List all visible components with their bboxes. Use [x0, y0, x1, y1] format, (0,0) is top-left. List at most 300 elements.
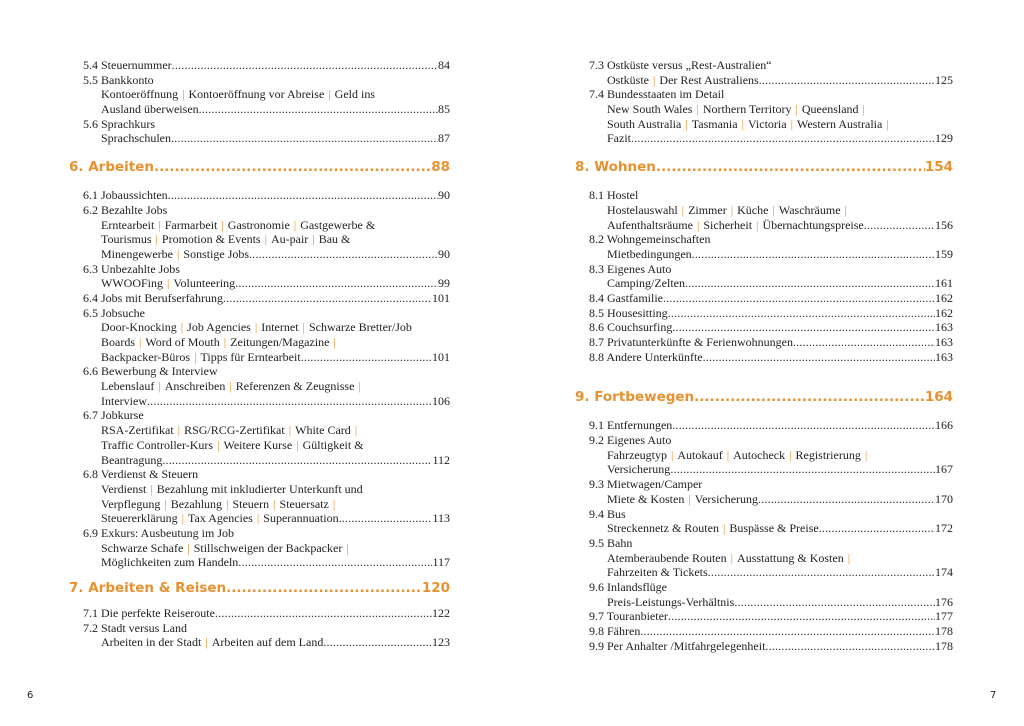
leader-dots — [663, 291, 935, 306]
leader-dots — [765, 639, 935, 654]
toc-entry-title: 6.6 Bewerbung & Interview — [83, 364, 218, 379]
toc-page-number: 101 — [432, 349, 450, 364]
spacer — [83, 570, 450, 579]
toc-page-number: 178 — [935, 624, 953, 638]
separator-bar: | — [696, 102, 699, 117]
separator-bar: | — [844, 202, 847, 217]
separator-bar: | — [696, 217, 700, 232]
toc-section-entry[interactable] — [589, 639, 953, 654]
toc-subtopics[interactable] — [83, 541, 450, 556]
toc-topic: Word of Mouth — [145, 335, 220, 349]
toc-entry-title: 8.7 Privatunterkünfte & Ferienwohnungen — [589, 335, 793, 349]
toc-subtopics[interactable] — [589, 462, 953, 477]
toc-section-entry[interactable] — [589, 477, 953, 492]
separator-bar: | — [730, 550, 734, 565]
leader-dots — [656, 158, 925, 176]
separator-bar: | — [167, 276, 170, 291]
toc-subtopics[interactable] — [589, 203, 953, 218]
toc-topic: Volunteering — [173, 276, 236, 291]
toc-topic: RSA-Zertifikat — [101, 423, 174, 438]
toc-page-number: 166 — [935, 418, 953, 433]
toc-topic: Aufenthaltsräume — [607, 217, 693, 232]
toc-entry-title: 7.3 Ostküste versus „Rest-Australien“ — [589, 58, 772, 72]
leader-dots — [172, 58, 438, 73]
page-number-left: 6 — [27, 690, 34, 701]
toc-topic: Tourismus — [101, 232, 152, 247]
toc-page-number: 176 — [935, 594, 953, 609]
toc-subtopics[interactable] — [589, 448, 953, 463]
toc-topic: Kontoeröffnung vor Abreise — [188, 87, 325, 102]
toc-section-entry[interactable] — [589, 291, 953, 306]
separator-bar: | — [221, 217, 224, 232]
toc-topic: Streckennetz & Routen — [607, 521, 719, 536]
toc-page-number: 162 — [935, 290, 953, 305]
toc-entry-title: 8.6 Couchsurfing — [589, 320, 673, 335]
separator-bar: | — [354, 423, 358, 438]
toc-topic: Ausstattung & Kosten — [737, 550, 844, 565]
spacer — [589, 406, 953, 418]
toc-entry-topics — [101, 511, 339, 526]
toc-topic: Gastgewerbe & — [300, 217, 376, 232]
toc-topic: Farmarbeit — [164, 217, 218, 232]
toc-page-number: 113 — [432, 511, 450, 526]
toc-topic: Door-Knocking — [101, 320, 177, 335]
toc-topic: Schwarze Schafe — [101, 540, 184, 555]
toc-page-number: 99 — [438, 276, 450, 291]
separator-bar: | — [795, 102, 798, 117]
toc-subtopics[interactable] — [589, 131, 953, 146]
leader-dots — [339, 511, 433, 526]
toc-section-entry[interactable] — [589, 335, 953, 350]
leader-dots — [864, 218, 935, 233]
toc-section-entry[interactable] — [589, 87, 953, 102]
toc-topic: Zimmer — [688, 202, 727, 217]
toc-entry-title: 5.5 Bankkonto — [83, 72, 154, 87]
toc-entry-title: 6. Arbeiten — [69, 159, 154, 176]
toc-entry-topics — [101, 438, 364, 453]
toc-section-entry[interactable] — [589, 624, 953, 639]
separator-bar: | — [670, 447, 674, 462]
separator-bar: | — [226, 496, 229, 511]
separator-bar: | — [653, 72, 656, 87]
toc-entry-title: 8. Wohnen — [575, 159, 656, 176]
toc-entry-title: 9.8 Fähren — [589, 624, 641, 638]
leader-dots — [154, 158, 431, 176]
toc-subtopics[interactable] — [83, 379, 450, 394]
toc-topic: Arbeiten in der Stadt — [101, 635, 202, 650]
toc-entry-title: 6.3 Unbezahlte Jobs — [83, 261, 180, 276]
toc-section-entry[interactable] — [83, 467, 450, 482]
leader-dots — [708, 565, 935, 580]
toc-page-number: 178 — [935, 638, 953, 653]
spacer — [589, 146, 953, 158]
toc-subtopics[interactable] — [83, 320, 450, 335]
toc-section-entry[interactable] — [589, 320, 953, 335]
separator-bar: | — [864, 447, 868, 462]
toc-topic: Geld ins — [334, 87, 376, 102]
toc-page-number: 123 — [432, 635, 450, 650]
toc-topic: Internet — [261, 320, 299, 335]
toc-entry-topics — [101, 635, 323, 650]
toc-subtopics[interactable] — [589, 595, 953, 610]
toc-subtopics[interactable] — [83, 102, 450, 117]
leader-dots — [685, 276, 935, 291]
toc-entry-title: 6.1 Jobaussichten — [83, 188, 168, 203]
toc-chapter-heading[interactable] — [575, 158, 953, 176]
toc-entry-title: 8.8 Andere Unterkünfte — [589, 349, 703, 364]
toc-subtopics[interactable] — [589, 565, 953, 580]
toc-topic: Lebenslauf — [101, 379, 155, 394]
toc-topic: Waschräume — [778, 202, 841, 217]
toc-subtopics[interactable] — [589, 551, 953, 566]
toc-entry-title: Mietbedingungen — [607, 246, 692, 261]
separator-bar: | — [155, 232, 158, 247]
leader-dots — [238, 555, 432, 570]
separator-bar: | — [296, 437, 299, 452]
toc-topic: Traffic Controller-Kurs — [101, 437, 214, 452]
toc-topic: Autocheck — [733, 447, 786, 462]
toc-section-entry[interactable] — [589, 418, 953, 433]
toc-page-number: 88 — [431, 159, 450, 176]
toc-section-entry[interactable] — [589, 536, 953, 551]
toc-entry-title: Sprachschulen — [101, 131, 171, 146]
separator-bar: | — [158, 217, 161, 232]
toc-entry-title: Möglichkeiten zum Handeln — [101, 555, 239, 570]
toc-topic: Steuern — [232, 496, 270, 511]
toc-section-entry[interactable] — [83, 408, 450, 423]
toc-section-entry[interactable] — [83, 117, 450, 132]
separator-bar: | — [685, 116, 688, 131]
toc-topic: Boards — [101, 335, 135, 349]
leader-dots — [301, 350, 432, 365]
toc-entry-title: Fazit — [607, 131, 631, 146]
toc-subtopics[interactable] — [83, 87, 450, 102]
toc-entry-title: 9.6 Inlandsflüge — [589, 579, 667, 594]
toc-subtopics[interactable] — [589, 102, 953, 117]
toc-section-entry[interactable] — [83, 606, 450, 621]
separator-bar: | — [150, 481, 153, 496]
toc-page-number: 156 — [935, 217, 953, 232]
leader-dots — [758, 492, 935, 507]
leader-dots — [694, 388, 925, 406]
toc-page-number: 117 — [432, 555, 450, 570]
toc-page-number: 161 — [935, 276, 953, 291]
toc-page-number: 112 — [432, 452, 450, 467]
toc-page-number: 170 — [935, 491, 953, 506]
leader-dots — [168, 188, 438, 203]
toc-chapter-heading[interactable] — [575, 388, 953, 406]
toc-section-entry[interactable] — [589, 306, 953, 321]
toc-entry-title: Beantragung — [101, 452, 163, 467]
toc-page-number: 164 — [924, 389, 953, 406]
toc-subtopics[interactable] — [83, 131, 450, 146]
separator-bar: | — [256, 511, 260, 526]
toc-topic: Ostküste — [607, 72, 649, 87]
toc-page-number: 162 — [935, 305, 953, 320]
separator-bar: | — [176, 246, 180, 261]
toc-topic: Referenzen & Zeugnisse — [235, 379, 355, 394]
toc-subtopics[interactable] — [83, 218, 450, 233]
toc-entry-topics — [101, 232, 350, 247]
toc-topic: Registrierung — [795, 447, 861, 462]
leader-dots — [759, 73, 935, 88]
toc-topic: RSG/RCG-Zertifikat — [184, 423, 285, 438]
toc-topic: WWOOFing — [101, 276, 163, 291]
toc-subtopics[interactable] — [83, 453, 450, 468]
toc-section-entry[interactable] — [83, 621, 450, 636]
toc-entry-topics — [101, 379, 365, 394]
toc-entry-title: 8.3 Eigenes Auto — [589, 261, 672, 276]
toc-subtopics[interactable] — [83, 555, 450, 570]
toc-entry-topics — [101, 423, 361, 438]
toc-topic: Superannuation — [263, 511, 339, 526]
spacer — [589, 364, 953, 388]
toc-section-entry[interactable] — [83, 364, 450, 379]
toc-subtopics[interactable] — [83, 635, 450, 650]
leader-dots — [323, 635, 432, 650]
toc-topic: Der Rest Australiens — [659, 72, 759, 87]
leader-dots — [703, 350, 935, 365]
separator-bar: | — [182, 87, 185, 102]
toc-section-entry[interactable] — [589, 609, 953, 624]
toc-topic: Verpflegung — [101, 496, 161, 511]
separator-bar: | — [177, 423, 181, 438]
toc-page-number: 174 — [935, 565, 953, 580]
separator-bar: | — [254, 320, 258, 335]
separator-bar: | — [681, 202, 685, 217]
leader-dots — [734, 595, 935, 610]
leader-dots — [670, 462, 935, 477]
toc-entry-title: 7.4 Bundesstaaten im Detail — [589, 87, 725, 102]
toc-entry-title: Interview — [101, 393, 147, 408]
toc-subtopics[interactable] — [83, 497, 450, 512]
toc-subtopics[interactable] — [589, 492, 953, 507]
separator-bar: | — [205, 635, 208, 650]
leader-dots — [215, 606, 432, 621]
separator-bar: | — [194, 349, 197, 364]
toc-subtopics[interactable] — [83, 350, 450, 365]
toc-topic: Küche — [737, 202, 769, 217]
toc-entry-title: 8.1 Hostel — [589, 188, 639, 203]
toc-topic: Anschreiben — [164, 379, 226, 394]
toc-entry-topics — [607, 551, 854, 566]
separator-bar: | — [332, 496, 336, 511]
toc-subtopics[interactable] — [589, 276, 953, 291]
separator-bar: | — [726, 447, 730, 462]
leader-dots — [235, 276, 438, 291]
separator-bar: | — [229, 379, 232, 394]
toc-subtopics[interactable] — [83, 423, 450, 438]
toc-topic: Minengewerbe — [101, 246, 173, 261]
toc-topic: Sonstige Jobs — [183, 246, 250, 261]
toc-section-entry[interactable] — [589, 507, 953, 522]
separator-bar: | — [862, 102, 865, 117]
toc-page-number: 163 — [935, 320, 953, 335]
toc-entry-title: 7.2 Stadt versus Land — [83, 620, 187, 635]
toc-subtopics[interactable] — [589, 117, 953, 132]
toc-topic: Hostelauswahl — [607, 202, 678, 217]
toc-section-entry[interactable] — [589, 350, 953, 365]
toc-page-number: 172 — [935, 521, 953, 536]
leader-dots — [793, 335, 935, 350]
toc-entry-title: 9.5 Bahn — [589, 535, 633, 550]
toc-entry-topics — [101, 87, 375, 102]
toc-entry-topics — [101, 218, 375, 233]
toc-chapter-heading[interactable] — [69, 579, 450, 597]
separator-bar: | — [688, 491, 691, 506]
toc-entry-topics — [101, 541, 353, 556]
toc-topic: Kontoeröffnung — [101, 87, 179, 102]
toc-topic: Gastronomie — [227, 217, 290, 232]
toc-page-number: 125 — [935, 72, 953, 87]
toc-section-entry[interactable] — [83, 73, 450, 88]
toc-entry-title: 6.8 Verdienst & Steuern — [83, 467, 199, 482]
toc-subtopics[interactable] — [83, 482, 450, 497]
separator-bar: | — [264, 232, 267, 247]
toc-section-entry[interactable] — [589, 232, 953, 247]
toc-topic: Sicherheit — [703, 217, 753, 232]
toc-entry-title: Preis-Leistungs-Verhältnis — [607, 594, 735, 609]
toc-section-entry[interactable] — [589, 58, 953, 73]
separator-bar: | — [164, 496, 167, 511]
toc-subtopics[interactable] — [83, 335, 450, 350]
toc-topic: Tax Agencies — [188, 511, 253, 526]
toc-topic: Northern Territory — [702, 102, 792, 117]
toc-page-number: 177 — [935, 609, 953, 624]
toc-section-entry[interactable] — [589, 580, 953, 595]
toc-entry-title: 5.6 Sprachkurs — [83, 116, 155, 131]
toc-topic: Miete & Kosten — [607, 491, 685, 506]
toc-topic: Arbeiten auf dem Land — [211, 635, 324, 650]
toc-entry-title: 5.4 Steuernummer — [83, 58, 172, 72]
toc-topic: Atemberaubende Routen — [607, 550, 727, 565]
separator-bar: | — [730, 202, 734, 217]
toc-entry-topics — [607, 73, 759, 88]
separator-bar: | — [273, 496, 276, 511]
toc-entry-topics — [101, 482, 363, 497]
toc-section-entry[interactable] — [83, 262, 450, 277]
toc-topic: New South Wales — [607, 102, 693, 117]
toc-topic: Bezahlung mit inkludierter Unterkunft und — [156, 481, 363, 496]
toc-entry-title: Ausland überweisen — [101, 102, 199, 117]
separator-bar: | — [772, 202, 775, 217]
toc-section-entry[interactable] — [589, 433, 953, 448]
leader-dots — [668, 609, 935, 624]
toc-topic: Verdienst — [101, 481, 147, 496]
toc-topic: Fahrzeugtyp — [607, 447, 667, 462]
toc-entry-title: 6.7 Jobkurse — [83, 408, 144, 423]
toc-topic: Backpacker-Büros — [101, 349, 191, 364]
toc-section-entry[interactable] — [83, 306, 450, 321]
spacer — [589, 176, 953, 188]
toc-page-number: 84 — [438, 58, 450, 72]
toc-topic: Steuererklärung — [101, 511, 178, 526]
toc-entry-title: 6.9 Exkurs: Ausbeutung im Job — [83, 525, 235, 540]
toc-topic: Job Agencies — [187, 320, 251, 335]
toc-entry-title: 8.2 Wohngemeinschaften — [589, 232, 711, 247]
toc-section-entry[interactable] — [83, 188, 450, 203]
separator-bar: | — [223, 335, 227, 349]
toc-entry-title: 9.9 Per Anhalter /Mitfahrgelegenheit — [589, 638, 766, 653]
toc-entry-title: 6.5 Jobsuche — [83, 305, 145, 320]
toc-entry-title: 6.4 Jobs mit Berufserfahrung — [83, 290, 223, 305]
toc-entry-topics — [101, 247, 249, 262]
separator-bar: | — [312, 232, 315, 247]
toc-entry-topics — [607, 117, 893, 132]
toc-entry-topics — [101, 350, 301, 365]
toc-entry-title: 7.1 Die perfekte Reiseroute — [83, 606, 215, 620]
leader-dots — [692, 247, 935, 262]
leader-dots — [223, 291, 432, 306]
toc-section-entry[interactable] — [83, 291, 450, 306]
separator-bar: | — [886, 116, 889, 131]
toc-entry-title: 9.1 Entfernungen — [589, 418, 673, 433]
toc-topic: Erntearbeit — [101, 217, 155, 232]
toc-entry-title: 8.5 Housesitting — [589, 305, 668, 320]
toc-entry-title: Camping/Zelten — [607, 276, 685, 291]
toc-page-number: 90 — [438, 188, 450, 203]
toc-subtopics[interactable] — [83, 247, 450, 262]
separator-bar: | — [217, 437, 220, 452]
toc-section-entry[interactable] — [83, 58, 450, 73]
toc-entry-topics — [607, 521, 819, 536]
toc-section-entry[interactable] — [83, 526, 450, 541]
separator-bar: | — [158, 379, 161, 394]
toc-page-number: 106 — [432, 393, 450, 408]
toc-section-entry[interactable] — [83, 203, 450, 218]
toc-topic: Zeitungen/Magazine — [230, 335, 330, 349]
toc-entry-topics — [607, 448, 871, 463]
toc-subtopics[interactable] — [589, 247, 953, 262]
toc-section-entry[interactable] — [589, 188, 953, 203]
separator-bar: | — [346, 540, 349, 555]
toc-entry-topics — [101, 497, 339, 512]
separator-bar: | — [333, 335, 336, 349]
toc-subtopics[interactable] — [83, 511, 450, 526]
toc-page-number: 87 — [438, 131, 450, 146]
toc-section-entry[interactable] — [589, 262, 953, 277]
toc-subtopics[interactable] — [589, 521, 953, 536]
toc-entry-topics — [607, 203, 851, 218]
toc-topic: Promotion & Events — [161, 232, 261, 247]
toc-chapter-heading[interactable] — [69, 158, 450, 176]
toc-subtopics[interactable] — [589, 73, 953, 88]
toc-page-number: 122 — [432, 606, 450, 620]
toc-subtopics[interactable] — [589, 218, 953, 233]
leader-dots — [226, 579, 422, 597]
separator-bar: | — [328, 87, 331, 102]
toc-topic: Autokauf — [677, 447, 723, 462]
separator-bar: | — [790, 116, 793, 131]
separator-bar: | — [789, 447, 792, 462]
leader-dots — [631, 131, 935, 146]
toc-subtopics[interactable] — [83, 232, 450, 247]
toc-entry-title: Fahrzeiten & Tickets — [607, 565, 708, 580]
separator-bar: | — [288, 423, 292, 438]
toc-subtopics[interactable] — [83, 394, 450, 409]
toc-topic: Victoria — [747, 116, 787, 131]
toc-subtopics[interactable] — [83, 438, 450, 453]
separator-bar: | — [847, 550, 851, 565]
separator-bar: | — [302, 320, 305, 335]
toc-topic: Stillschweigen der Backpacker — [193, 540, 343, 555]
toc-topic: Steuersatz — [279, 496, 329, 511]
toc-page-number: 85 — [438, 102, 450, 117]
leader-dots — [147, 394, 432, 409]
toc-entry-title: 9.4 Bus — [589, 506, 626, 521]
toc-subtopics[interactable] — [83, 276, 450, 291]
toc-topic: Übernachtungspreise — [762, 217, 864, 232]
